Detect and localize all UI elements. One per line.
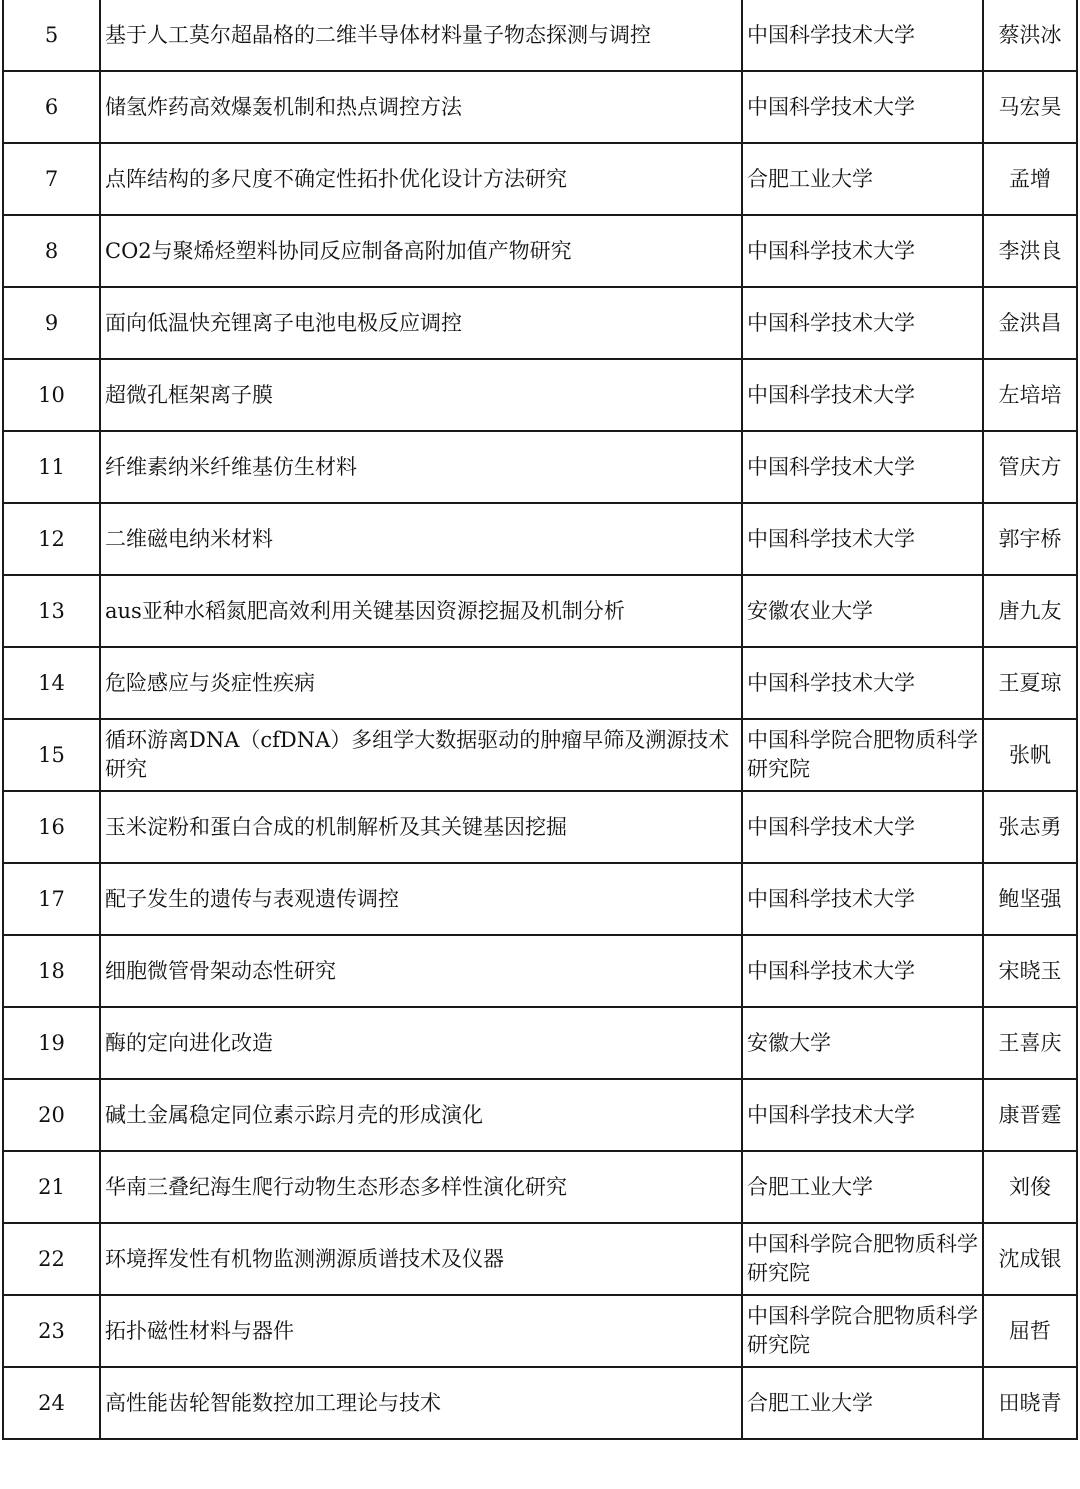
row-number: 24: [3, 1367, 100, 1439]
project-title: 二维磁电纳米材料: [100, 503, 742, 575]
principal-name: 田晓青: [983, 1367, 1077, 1439]
project-title: 点阵结构的多尺度不确定性拓扑优化设计方法研究: [100, 143, 742, 215]
institution: 安徽农业大学: [742, 575, 983, 647]
project-title: 基于人工莫尔超晶格的二维半导体材料量子物态探测与调控: [100, 0, 742, 71]
institution: 中国科学技术大学: [742, 0, 983, 71]
table-row: [3, 863, 1077, 935]
project-table: [2, 0, 1078, 1440]
project-title: 玉米淀粉和蛋白合成的机制解析及其关键基因挖掘: [100, 791, 742, 863]
project-title: 超微孔框架离子膜: [100, 359, 742, 431]
institution: 中国科学技术大学: [742, 1079, 983, 1151]
table-row: [3, 71, 1077, 143]
institution: [742, 1295, 983, 1367]
project-title: 纤维素纳米纤维基仿生材料: [100, 431, 742, 503]
row-number: 16: [3, 791, 100, 863]
principal-name: 金洪昌: [983, 287, 1077, 359]
table-row: [3, 1079, 1077, 1151]
project-title: 面向低温快充锂离子电池电极反应调控: [100, 287, 742, 359]
principal-name: 王夏琼: [983, 647, 1077, 719]
institution: 中国科学技术大学: [742, 359, 983, 431]
institution: [742, 1223, 983, 1295]
principal-name: 孟增: [983, 143, 1077, 215]
project-table-body: [3, 0, 1077, 1439]
institution: 合肥工业大学: [742, 143, 983, 215]
institution: 合肥工业大学: [742, 1151, 983, 1223]
table-row: [3, 719, 1077, 791]
institution: 中国科学技术大学: [742, 791, 983, 863]
table-row: [3, 1367, 1077, 1439]
project-title: [100, 719, 742, 791]
principal-name: 郭宇桥: [983, 503, 1077, 575]
principal-name: 沈成银: [983, 1223, 1077, 1295]
principal-name: 康晋霆: [983, 1079, 1077, 1151]
row-number: 15: [3, 719, 100, 791]
principal-name: 马宏昊: [983, 71, 1077, 143]
principal-name: 唐九友: [983, 575, 1077, 647]
institution: 中国科学技术大学: [742, 935, 983, 1007]
principal-name: 张志勇: [983, 791, 1077, 863]
row-number: 10: [3, 359, 100, 431]
row-number: 8: [3, 215, 100, 287]
row-number: 12: [3, 503, 100, 575]
institution: [742, 719, 983, 791]
row-number: 6: [3, 71, 100, 143]
table-row: [3, 0, 1077, 71]
project-title: 环境挥发性有机物监测溯源质谱技术及仪器: [100, 1223, 742, 1295]
project-title: 华南三叠纪海生爬行动物生态形态多样性演化研究: [100, 1151, 742, 1223]
table-row: [3, 431, 1077, 503]
row-number: 22: [3, 1223, 100, 1295]
row-number: 20: [3, 1079, 100, 1151]
project-title: aus亚种水稻氮肥高效利用关键基因资源挖掘及机制分析: [100, 575, 742, 647]
principal-name: 刘俊: [983, 1151, 1077, 1223]
project-title: CO2与聚烯烃塑料协同反应制备高附加值产物研究: [100, 215, 742, 287]
table-row: [3, 1151, 1077, 1223]
table-row: [3, 1223, 1077, 1295]
institution: 安徽大学: [742, 1007, 983, 1079]
principal-name: 蔡洪冰: [983, 0, 1077, 71]
table-row: [3, 287, 1077, 359]
principal-name: 宋晓玉: [983, 935, 1077, 1007]
principal-name: 管庆方: [983, 431, 1077, 503]
institution: 中国科学技术大学: [742, 287, 983, 359]
institution: 中国科学技术大学: [742, 647, 983, 719]
principal-name: 鲍坚强: [983, 863, 1077, 935]
row-number: 7: [3, 143, 100, 215]
table-row: [3, 1295, 1077, 1367]
row-number: 13: [3, 575, 100, 647]
institution: 中国科学技术大学: [742, 503, 983, 575]
table-row: [3, 935, 1077, 1007]
institution: 中国科学技术大学: [742, 431, 983, 503]
institution: 中国科学技术大学: [742, 215, 983, 287]
row-number: 14: [3, 647, 100, 719]
row-number: 17: [3, 863, 100, 935]
institution: 中国科学技术大学: [742, 863, 983, 935]
principal-name: 李洪良: [983, 215, 1077, 287]
project-title: 拓扑磁性材料与器件: [100, 1295, 742, 1367]
principal-name: 屈哲: [983, 1295, 1077, 1367]
row-number: 11: [3, 431, 100, 503]
project-title: 碱土金属稳定同位素示踪月壳的形成演化: [100, 1079, 742, 1151]
row-number: 19: [3, 1007, 100, 1079]
project-title: 细胞微管骨架动态性研究: [100, 935, 742, 1007]
principal-name: 左培培: [983, 359, 1077, 431]
table-row: [3, 359, 1077, 431]
project-title-text: 循环游离DNA（cfDNA）多组学大数据驱动的肿瘤早筛及溯源技术研究: [105, 728, 730, 781]
institution: 中国科学技术大学: [742, 71, 983, 143]
row-number: 5: [3, 0, 100, 71]
table-row: [3, 791, 1077, 863]
principal-name: 张帆: [983, 719, 1077, 791]
row-number: 21: [3, 1151, 100, 1223]
table-row: [3, 647, 1077, 719]
row-number: 18: [3, 935, 100, 1007]
table-row: [3, 503, 1077, 575]
project-title: 酶的定向进化改造: [100, 1007, 742, 1079]
table-row: [3, 215, 1077, 287]
institution-text: 中国科学院合肥物质科学研究院: [747, 1232, 978, 1285]
project-title: 危险感应与炎症性疾病: [100, 647, 742, 719]
institution: 合肥工业大学: [742, 1367, 983, 1439]
table-row: [3, 575, 1077, 647]
project-title: 配子发生的遗传与表观遗传调控: [100, 863, 742, 935]
institution-text: 中国科学院合肥物质科学研究院: [747, 1304, 978, 1357]
table-row: [3, 1007, 1077, 1079]
project-title: 高性能齿轮智能数控加工理论与技术: [100, 1367, 742, 1439]
project-title: 储氢炸药高效爆轰机制和热点调控方法: [100, 71, 742, 143]
row-number: 23: [3, 1295, 100, 1367]
principal-name: 王喜庆: [983, 1007, 1077, 1079]
table-row: [3, 143, 1077, 215]
row-number: 9: [3, 287, 100, 359]
institution-text: 中国科学院合肥物质科学研究院: [747, 728, 978, 781]
